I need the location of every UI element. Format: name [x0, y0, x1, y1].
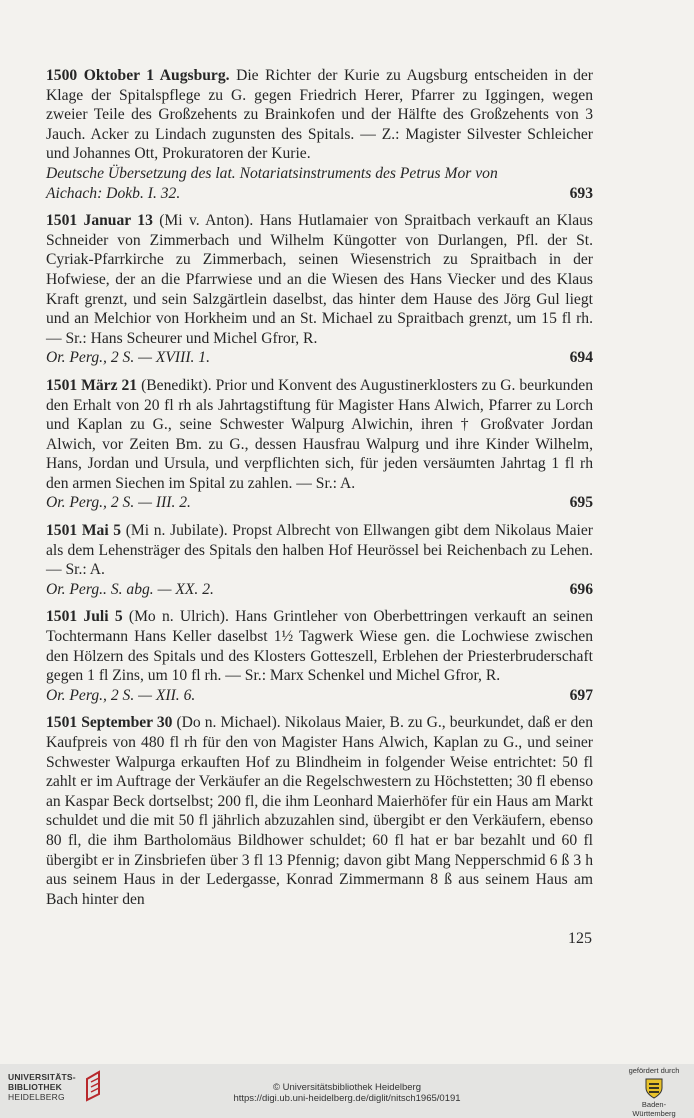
entry-source: Or. Perg., 2 S. — XII. 6.: [46, 686, 196, 704]
logo-line-3: HEIDELBERG: [8, 1092, 65, 1102]
entry-date: 1501 Januar 13: [46, 212, 153, 230]
page-content: [46, 66, 593, 917]
entry-695: [46, 376, 593, 513]
entry-source: Or. Perg., 2 S. — XVIII. 1.: [46, 349, 210, 367]
entry-694: [46, 211, 593, 368]
entry-number: 694: [569, 349, 593, 367]
entry-source: Aichach: Dokb. I. 32.: [46, 184, 181, 202]
permalink[interactable]: https://digi.ub.uni-heidelberg.de/diglit/nitsch1965/0191: [233, 1093, 461, 1104]
copyright-text: © Universitätsbibliothek Heidelberg: [273, 1082, 421, 1093]
logo-line-2: BIBLIOTHEK: [8, 1082, 62, 1092]
page-number: 125: [568, 930, 592, 947]
entry-number: 697: [569, 686, 593, 704]
entry-date: 1501 März 21: [46, 376, 138, 394]
entry-body: (Mi v. Anton). Hans Hutlamaier von Spraitbach verkauft an Klaus Schneider von Zimmerbach und Wilhelm Küngotter von Durlangen, Pfl. der St. Cyriak-Pfarrkirche zu Zimmerbach, seinen Wiesenstrich zu Spraitbach in der Hofwiese, der an die Pfarrwiese und an die Wiesen des Hans Viecker und des Klaus Kraft grenzt, und sein Salzgärtlein daselbst, das hinter dem Hause des Jörg Gul liegt und an Melchior von Horkheim und an St. Michael zu Spraitbach grenzt, um 15 fl rh. — Sr.: Hans Scheurer und Michel Gfror, R.: [46, 212, 593, 347]
funder-name: Baden-Württemberg: [632, 1100, 676, 1118]
entry-body: (Do n. Michael). Nikolaus Maier, B. zu G., beurkundet, daß er den Kaufpreis von 480 fl rh für den von Magister Hans Alwich, Kaplan zu G., und seiner Schwester Walpurga erkauften Hof zu Blindheim in folgender Weise entrichtet: 50 fl zahlt er im Auftrage der Verkäufer an die Regelschwestern zu Höchstetten; 30 fl ebenso an Kaspar Beck dortselbst; 200 fl, die ihm Leonhard Maierhöfer für ein Haus am Markt schuldet und die mit 50 fl jährlich abzuzahlen sind, übergibt er den Verkäufern, ebenso 80 fl, die ihm Bartholomäus Bildhower schuldet; 60 fl hat er bar bezahlt und 60 fl übergibt er in Zinsbriefen über 3 fl 13 Pfennig; davon gibt Mang Nepperschmid 6 ß 3 h aus seinem Haus in der Ledergasse, Konrad Zimmermann 8 ß aus seinem Haus am Bach hinter den: [46, 714, 593, 908]
logo-line-1: UNIVERSITÄTS-: [8, 1072, 76, 1082]
copyright-block: [0, 1082, 694, 1104]
entry-number: 693: [569, 184, 593, 202]
funded-by-label: gefördert durch: [628, 1066, 680, 1075]
entry-697: [46, 607, 593, 705]
entry-number: 696: [569, 580, 593, 598]
funder-logo[interactable]: [622, 1066, 686, 1118]
entry-note: Deutsche Übersetzung des lat. Notariatsinstruments des Petrus Mor von: [46, 164, 498, 182]
entry-source: Or. Perg., 2 S. — III. 2.: [46, 494, 191, 512]
entry-body: (Mo n. Ulrich). Hans Grintleher von Oberbettringen verkauft an seinen Tochtermann Hans Keller daselbst 1½ Tagwerk Wiese gen. die Lochwiese zwischen den Hölzern des Spitals und des Klosters Gotteszell, Erblehen der Priesterbruderschaft gegen 1 fl Zins, um 10 fl rh. — Sr.: Marx Schenkel und Michel Gfror, R.: [46, 608, 593, 685]
entry-date: 1500 Oktober 1 Augsburg.: [46, 67, 230, 84]
coat-of-arms-icon: [644, 1077, 664, 1099]
entry-body: (Benedikt). Prior und Konvent des Augustinerklosters zu G. beurkunden den Erhalt von 20 fl rh als Jahrtagstiftung für Magister Hans Alwich, Pfarrer zu Lorch und Kaplan zu G., seine Schwester Walpurg Alwichin, ihren † Großvater Jordan Alwich, vor Zeiten Bm. zu G., dessen Hausfrau Walpurg und ihre Kinder Wilhelm, Hans, Jordan und Ursula, und verpflichten sich, für jeden versäumten Jahrtag 1 fl rh den armen Siechen im Spital zu zahlen. — Sr.: A.: [46, 376, 593, 492]
entry-body: Die Richter der Kurie zu Augsburg entscheiden in der Klage der Spitalspflege zu G. gegen Friedrich Herer, Pfarrer zu Iggingen, wegen zweier Teile des Großzehents zu Brainkofen und der Hälfte des Großzehents von 3 Jauch. Acker zu Lindach zugunsten des Spitals. — Z.: Magister Silvester Schleicher und Johannes Ott, Prokuratoren der Kurie.: [46, 67, 593, 163]
entry-number: 695: [569, 494, 593, 512]
entry-date: 1501 Mai 5: [46, 522, 122, 540]
entry-693: [46, 66, 593, 203]
viewer-footer: [0, 1064, 694, 1118]
entry-body: (Mi n. Jubilate). Propst Albrecht von Ellwangen gibt dem Nikolaus Maier als dem Lehensträger des Spitals den halben Hof Heurössel bei Reichenbach zu Lehen. — Sr.: A.: [46, 522, 593, 579]
entry-696: [46, 521, 593, 599]
entry-date: 1501 Juli 5: [46, 608, 123, 626]
entry-source: Or. Perg.. S. abg. — XX. 2.: [46, 580, 214, 598]
entry-date: 1501 September 30: [46, 714, 173, 732]
entry-698: [46, 713, 593, 909]
